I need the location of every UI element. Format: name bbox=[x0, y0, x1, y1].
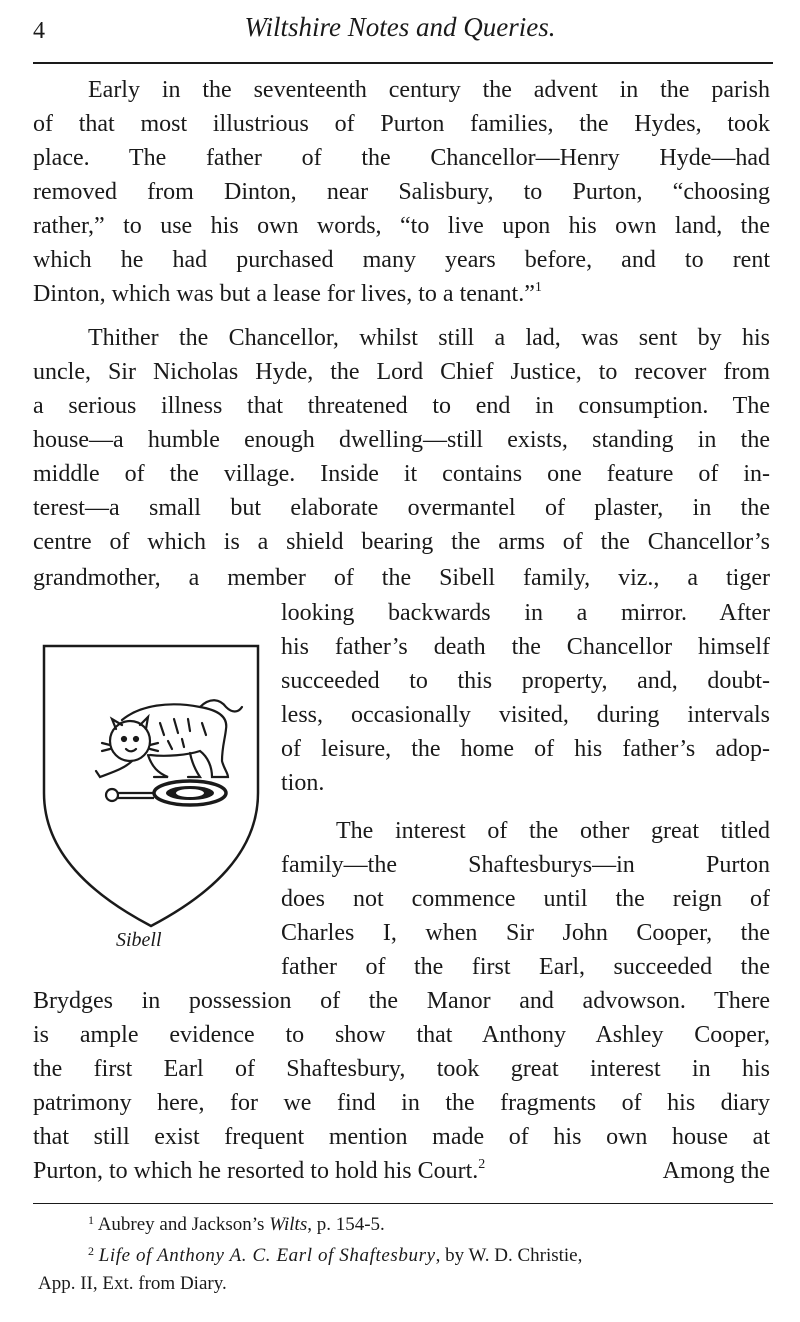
body-line: grandmother, a member of the Sibell family, viz., a tiger bbox=[33, 565, 770, 591]
body-line: of that most illustrious of Purton families, the Hydes, took bbox=[33, 111, 770, 137]
running-title: Wiltshire Notes and Queries. bbox=[244, 12, 556, 42]
sibell-shield-icon bbox=[40, 643, 262, 933]
footnote-number: 2 bbox=[88, 1244, 94, 1258]
footnote-title: Life of Anthony A. C. Earl of Shaftesbury bbox=[98, 1245, 436, 1266]
body-line: Brydges in possession of the Manor and advowson. There bbox=[33, 988, 770, 1014]
body-line: looking backwards in a mirror. After bbox=[281, 600, 770, 626]
body-line: that still exist frequent mention made of his own house at bbox=[33, 1124, 770, 1150]
footnote-text: , p. 154-5. bbox=[307, 1214, 385, 1235]
body-line: succeeded to this property, and, doubt- bbox=[281, 668, 770, 694]
body-line: house—a humble enough dwelling—still exists, standing in the bbox=[33, 427, 770, 453]
body-line bbox=[33, 277, 770, 311]
footnote-ref-2: 2 bbox=[478, 1157, 486, 1172]
footnote-ref-1: 1 bbox=[534, 280, 542, 295]
body-line: uncle, Sir Nicholas Hyde, the Lord Chief Justice, to recover from bbox=[33, 359, 770, 385]
page-number: 4 bbox=[33, 18, 45, 44]
body-line: place. The father of the Chancellor—Henry Hyde—had bbox=[33, 145, 770, 171]
footnote-2-cont: App. II, Ext. from Diary. bbox=[38, 1273, 227, 1294]
body-line: middle of the village. Inside it contains one feature of in- bbox=[33, 461, 770, 487]
body-line: is ample evidence to show that Anthony Ashley Cooper, bbox=[33, 1022, 770, 1048]
footnote-number: 1 bbox=[88, 1213, 94, 1227]
header-rule bbox=[33, 62, 773, 64]
body-line-text: Dinton, which was but a lease for lives, to a tenant.” bbox=[33, 281, 535, 307]
body-line: terest—a small but elaborate overmantel of plaster, in the bbox=[33, 495, 770, 521]
body-line: family—the Shaftesburys—in Purton bbox=[281, 852, 770, 878]
figure-caption: Sibell bbox=[116, 929, 162, 951]
body-line: less, occasionally visited, during intervals bbox=[281, 702, 770, 728]
footnote-text: Aubrey and Jackson’s bbox=[97, 1214, 265, 1235]
body-line: Charles I, when Sir John Cooper, the bbox=[281, 920, 770, 946]
body-line: patrimony here, for we find in the fragments of his diary bbox=[33, 1090, 770, 1116]
body-line: his father’s death the Chancellor himself bbox=[281, 634, 770, 660]
body-line: tion. bbox=[281, 770, 325, 796]
body-line-text: Purton, to which he resorted to hold his Court.$^2$ bbox=[33, 1157, 486, 1184]
body-line: a serious illness that threatened to end in consumption. The bbox=[33, 393, 770, 419]
body-line: of leisure, the home of his father’s adop- bbox=[281, 736, 770, 762]
body-line: Thither the Chancellor, whilst still a lad, was sent by his bbox=[88, 325, 770, 351]
footnote-2 bbox=[88, 1243, 582, 1269]
body-line: centre of which is a shield bearing the arms of the Chancellor’s bbox=[33, 529, 770, 555]
body-line: Early in the seventeenth century the advent in the parish bbox=[88, 77, 770, 103]
footnote-text: , by W. D. Christie, bbox=[435, 1245, 583, 1266]
body-line bbox=[33, 1154, 770, 1188]
footnote-rule bbox=[33, 1203, 773, 1204]
body-line: the first Earl of Shaftesbury, took great interest in his bbox=[33, 1056, 770, 1082]
footnote-1 bbox=[88, 1212, 385, 1238]
body-line: father of the first Earl, succeeded the bbox=[281, 954, 770, 980]
body-line: removed from Dinton, near Salisbury, to Purton, “choosing bbox=[33, 179, 770, 205]
body-line-text: Among the bbox=[662, 1158, 770, 1184]
body-line: which he had purchased many years before, and to rent bbox=[33, 247, 770, 273]
body-line: rather,” to use his own words, “to live upon his own land, the bbox=[33, 213, 770, 239]
body-line: The interest of the other great titled bbox=[336, 818, 770, 844]
footnote-title: Wilts bbox=[269, 1214, 308, 1235]
body-line: does not commence until the reign of bbox=[281, 886, 770, 912]
